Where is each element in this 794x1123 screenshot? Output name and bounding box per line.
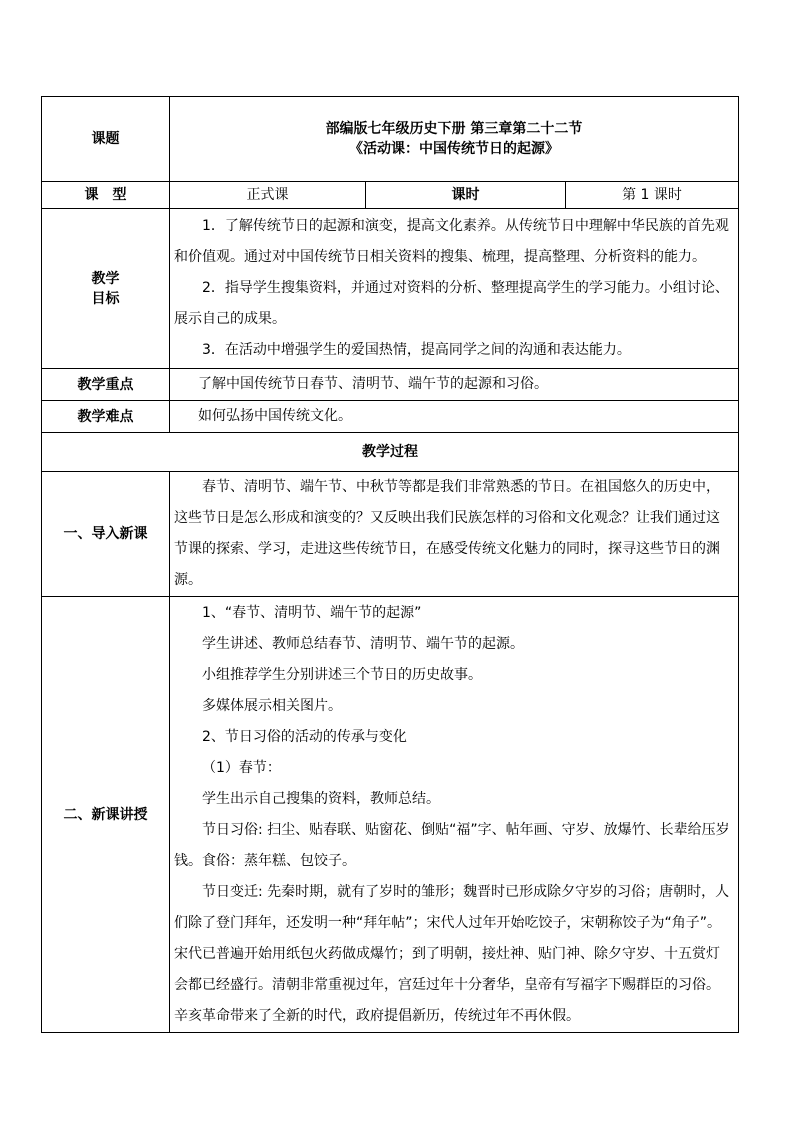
intro-label: 一、导入新课 <box>42 472 170 597</box>
lesson-line: 小组推荐学生分别讲述三个节日的历史故事。 <box>202 666 482 683</box>
intro-row <box>42 472 739 597</box>
evolution-text: 节日变迁: 先秦时期，就有了岁时的雏形；魏晋时已形成除夕守岁的习俗；唐朝时，人们除了登门拜年，还发明一种“拜年帖”；宋代人过年开始吃饺子，宋朝称饺子为“角子”。宋代已普遍开始用纸包火药做成爆竹；到了明朝，接灶神、贴门神、除夕守岁、十五赏灯会都已经盛行。清朝非常重视过年，宫廷过年十分奢华，皇帝有写福字下赐群臣的习俗。辛亥革命带来了全新的时代，政府提倡新历，传统过年不再休假。 <box>174 883 730 1024</box>
customs-text: 节日习俗: 扫尘、贴春联、贴窗花、倒贴“福”字、帖年画、守岁、放爆竹、长辈给压岁钱。食俗：蒸年糕、包饺子。 <box>174 821 730 869</box>
difficulty-text <box>170 401 739 433</box>
goal-item: 2．指导学生搜集资料，并通过对资料的分析、整理提高学生的学习能力。小组讨论、展示自己的成果。 <box>174 280 729 327</box>
goals-label <box>42 209 170 369</box>
difficulty-label: 教学难点 <box>42 401 170 433</box>
type-row <box>42 182 739 209</box>
title-line-1: 部编版七年级历史下册 第三章第二十二节 <box>325 121 583 137</box>
goals-label-line-1: 教学 <box>91 270 120 287</box>
lesson-line: 2、节日习俗的活动的传承与变化 <box>202 728 407 745</box>
type-value: 正式课 <box>170 182 366 209</box>
title-row <box>42 97 739 182</box>
key-point-label: 教学重点 <box>42 369 170 401</box>
intro-content <box>170 472 739 597</box>
type-label: 课 型 <box>42 182 170 209</box>
goal-item: 3．在活动中增强学生的爱国热情，提高同学之间的沟通和表达能力。 <box>202 342 631 358</box>
lesson-line: （1）春节： <box>202 759 281 776</box>
key-point-value: 了解中国传统节日春节、清明节、端午节的起源和习俗。 <box>198 376 548 392</box>
process-title-row <box>42 433 739 472</box>
lesson-title <box>170 97 739 182</box>
goals-label-line-2: 目标 <box>91 290 120 307</box>
difficulty-row <box>42 401 739 433</box>
hours-value: 第 1 课时 <box>566 182 739 209</box>
new-lesson-row <box>42 597 739 1033</box>
goals-row <box>42 209 739 369</box>
process-title: 教学过程 <box>42 433 739 472</box>
topic-label: 课题 <box>42 97 170 182</box>
goal-item: 1．了解传统节日的起源和演变，提高文化素养。从传统节日中理解中华民族的首先观和价值观。通过对中国传统节日相关资料的搜集、梳理，提高整理、分析资料的能力。 <box>174 218 729 265</box>
lesson-line: 学生讲述、教师总结春节、清明节、端午节的起源。 <box>202 635 524 652</box>
new-lesson-content <box>170 597 739 1033</box>
goals-content <box>170 209 739 369</box>
key-point-row <box>42 369 739 401</box>
intro-text: 春节、清明节、端午节、中秋节等都是我们非常熟悉的节日。在祖国悠久的历史中，这些节日是怎么形成和演变的？又反映出我们民族怎样的习俗和文化观念？让我们通过这节课的探索、学习，走进这些传统节日，在感受传统文化魅力的同时，探寻这些节日的渊源。 <box>174 479 720 588</box>
lesson-line: 学生出示自己搜集的资料，教师总结。 <box>202 790 440 807</box>
new-lesson-label: 二、新课讲授 <box>42 597 170 1033</box>
hours-label: 课时 <box>366 182 566 209</box>
title-line-2: 《活动课：中国传统节日的起源》 <box>349 141 559 157</box>
lesson-line: 1、“春节、清明节、端午节的起源” <box>202 604 422 621</box>
difficulty-value: 如何弘扬中国传统文化。 <box>198 408 352 424</box>
key-point-text <box>170 369 739 401</box>
lesson-line: 多媒体展示相关图片。 <box>202 697 342 714</box>
lesson-plan-table <box>41 96 739 1033</box>
